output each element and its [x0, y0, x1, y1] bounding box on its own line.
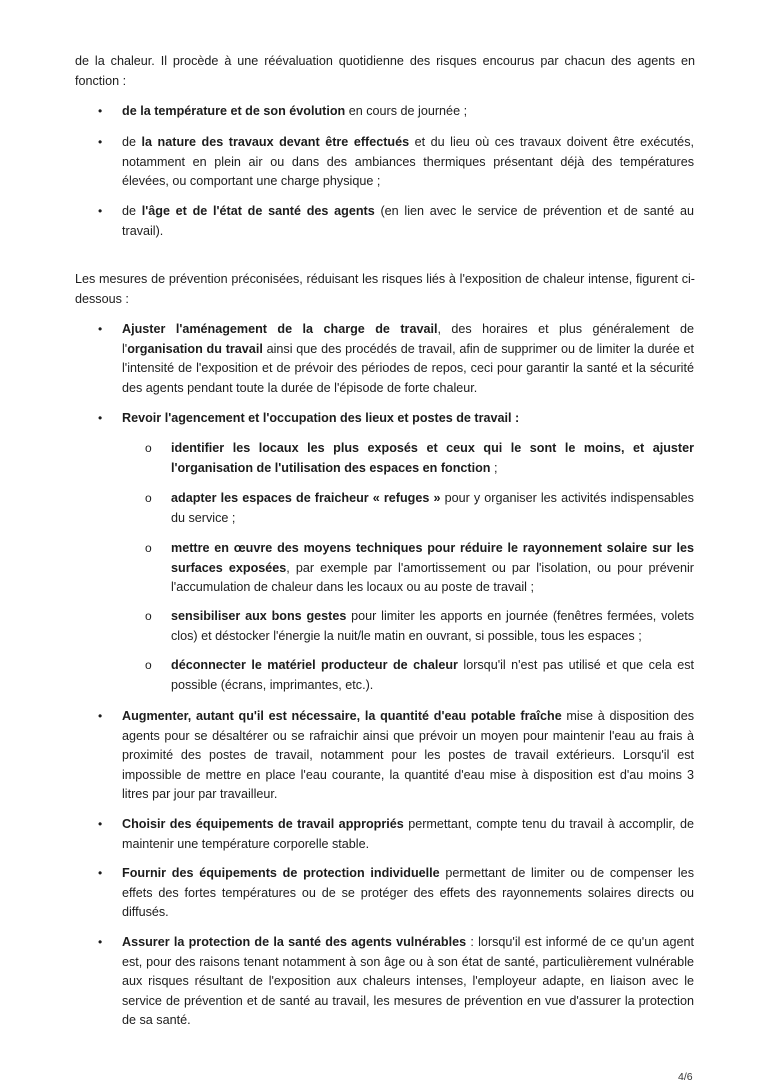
sub-list-item: o identifier les locaux les plus exposés et ceux qui le sont le moins, et ajuster l'organisation de l'utilisation des espaces en fonction ;	[145, 441, 694, 475]
circle-bullet-icon: o	[145, 491, 152, 505]
circle-bullet-icon: o	[145, 541, 152, 555]
list-item: • Ajuster l'aménagement de la charge de travail, des horaires et plus généralement de l'organisation du travail ainsi que des procédés de travail, afin de supprimer ou de limiter la durée et l'intensité de l'exposition et de prévoir des périodes de repos, ceci pour garantir la santé et la sécurité des agents pendant toute la durée de l'épisode de forte chaleur.	[98, 322, 695, 395]
list-item: • de la température et de son évolution en cours de journée ;	[122, 102, 694, 122]
page-number: 4/6	[678, 1071, 693, 1083]
circle-bullet-icon: o	[145, 441, 152, 455]
sub-list-item: o déconnecter le matériel producteur de chaleur lorsqu'il n'est pas utilisé et que cela est possible (écrans, imprimantes, etc.).	[145, 658, 695, 692]
list-item: • de l'âge et de l'état de santé des agents (en lien avec le service de prévention et de santé au travail).	[98, 204, 695, 238]
list-item: • Revoir l'agencement et l'occupation des lieux et postes de travail :	[122, 409, 694, 429]
bullet-icon: •	[98, 866, 103, 880]
list-item: • Choisir des équipements de travail appropriés permettant, compte tenu du travail à accomplir, de maintenir une température corporelle stable.	[98, 817, 694, 851]
bullet-icon: •	[98, 135, 103, 149]
bullet-icon: •	[98, 104, 103, 118]
circle-bullet-icon: o	[145, 609, 152, 623]
measures-intro-paragraph: Les mesures de prévention préconisées, réduisant les risques liés à l'exposition de chaleur intense, figurent ci-dessous :	[75, 272, 695, 306]
sub-list-item: o sensibiliser aux bons gestes pour limiter les apports en journée (fenêtres fermées, volets clos) et déstocker l'énergie la nuit/le matin en ouvrant, si possible, tous les espaces ;	[145, 609, 694, 643]
bullet-icon: •	[98, 204, 103, 218]
bullet-icon: •	[98, 935, 103, 949]
bullet-icon: •	[98, 709, 103, 723]
sub-list-item: o adapter les espaces de fraicheur « refuges » pour y organiser les activités indispensables du service ;	[145, 491, 694, 525]
bullet-icon: •	[98, 322, 103, 336]
bullet-icon: •	[98, 411, 103, 425]
list-item: • Augmenter, autant qu'il est nécessaire, la quantité d'eau potable fraîche mise à disposition des agents pour se désaltérer ou se rafraichir ainsi que prévoir un moyen pour maintenir l'eau au frais à proximité des postes de travail, notamment pour les postes de travail extérieurs. Lorsqu'il est impossible de mettre en place l'eau courante, la quantité d'eau mise à disposition est d'au moins 3 litres par jour par travailleur.	[98, 709, 694, 802]
list-item: • Fournir des équipements de protection individuelle permettant de limiter ou de compenser les effets des fortes températures ou de se protéger des effets des rayonnements solaires directs ou diffusés.	[98, 866, 694, 920]
sub-list-item: o mettre en œuvre des moyens techniques pour réduire le rayonnement solaire sur les surfaces exposées, par exemple par l'amortissement ou par l'isolation, ou pour prévenir l'accumulation de chaleur dans les locaux ou au poste de travail ;	[145, 541, 694, 595]
intro-paragraph: de la chaleur. Il procède à une réévaluation quotidienne des risques encourus par chacun des agents en fonction :	[75, 54, 695, 88]
bullet-icon: •	[98, 817, 103, 831]
circle-bullet-icon: o	[145, 658, 152, 672]
list-item: • de la nature des travaux devant être effectués et du lieu où ces travaux doivent être exécutés, notamment en plein air ou dans des ambiances thermiques présentant déjà des températures élevées, ou comportant une charge physique ;	[98, 135, 694, 189]
list-item: • Assurer la protection de la santé des agents vulnérables : lorsqu'il est informé de ce qu'un agent est, pour des raisons tenant notamment à son âge ou à son état de santé, particulièrement vulnérable aux risques résultant de l'exposition aux chaleurs intenses, l'employeur adapte, en liaison avec le service de prévention et de santé au travail, les mesures de prévention en vue d'assurer la protection de sa santé.	[98, 935, 694, 1028]
